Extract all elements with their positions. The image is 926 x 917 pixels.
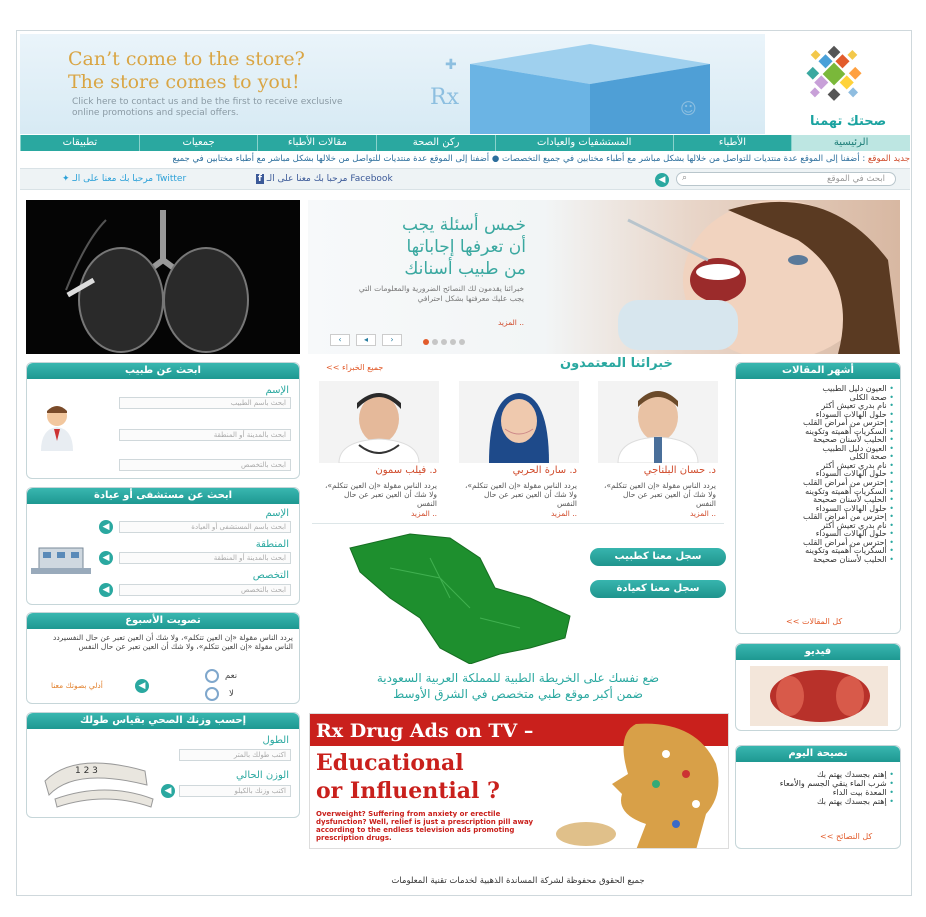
hospital-area-input[interactable]: ابحث بالمدينة أو المنطقة [119, 552, 291, 564]
bullet-icon: • [886, 384, 894, 393]
slider-next-button[interactable]: › [382, 334, 402, 346]
height-input[interactable]: اكتب طولك بالمتر [179, 749, 291, 761]
bullet-icon: • [886, 443, 894, 453]
news-ticker[interactable]: جديد الموقع : أضفنا إلى الموقع عدة منتديات للتواصل من خلالها بشكل مباشر مع أطباء مختابين في جميع التخصصات ● أضفنا إلى الموقع عدة منتديات للتواصل من خلالها بشكل مباشر مع أطباء مختابين في جميع [172, 154, 910, 164]
list-item-label: حلول الهالات السوداء [815, 469, 887, 479]
twitter-icon: ✦ [62, 174, 70, 184]
smoking-lungs-image[interactable] [26, 200, 300, 354]
video-title: فيديو [736, 644, 900, 660]
expert-name[interactable]: د. حسان البلناجي [643, 465, 716, 476]
nav-societies[interactable]: جمعيات [139, 135, 258, 151]
bullet-icon: • [886, 520, 894, 530]
list-item-label: إحترس من أمراض القلب [802, 537, 887, 547]
list-item[interactable] [744, 779, 894, 788]
list-item-label: إهتم بجسدك يهتم بك [816, 770, 887, 779]
bullet-icon: • [886, 469, 894, 479]
bullet-icon: • [886, 512, 894, 522]
expert-card[interactable] [319, 381, 439, 518]
video-box [735, 643, 901, 731]
hero-slider[interactable] [308, 200, 900, 354]
doctor-icon [37, 403, 77, 451]
svg-text:Rx: Rx [430, 85, 459, 110]
poll-submit-link[interactable]: أدلي بصوتك معنا [51, 681, 103, 690]
hospital-name-go-button[interactable]: ◀ [99, 520, 113, 534]
hero-more-link[interactable]: المزيد .. [497, 318, 524, 327]
bullet-icon: • [886, 495, 894, 505]
articles-list [744, 385, 894, 564]
hospital-area-go-button[interactable]: ◀ [99, 551, 113, 565]
height-label: الطول [262, 735, 289, 746]
nav-hospitals[interactable]: المستشفيات والعيادات [495, 135, 673, 151]
nav-apps[interactable]: تطبيقات [20, 135, 139, 151]
expert-card[interactable] [598, 381, 718, 518]
list-item-label: السكريات أهميته وتكوينه [805, 486, 887, 496]
svg-text:☺: ☺ [680, 99, 697, 118]
doctor-name-label: الإسم [265, 385, 289, 396]
hospital-specialty-go-button[interactable]: ◀ [99, 583, 113, 597]
doctor-name-input[interactable]: ابحث باسم الطبيب [119, 397, 291, 409]
nav-home[interactable]: الرئيسية [791, 135, 910, 151]
poll-yes-label: نعم [225, 671, 238, 681]
open-box-illustration [410, 34, 765, 134]
find-doctor-box [26, 362, 300, 479]
saudi-map[interactable] [330, 528, 580, 664]
nav-health-corner[interactable]: ركن الصحة [376, 135, 495, 151]
find-hospital-title: ابحث عن مستشفى أو عيادة [27, 488, 299, 504]
facebook-link[interactable]: f مرحبا بك معنا على الـ Facebook [258, 174, 393, 184]
expert-card[interactable] [459, 381, 579, 518]
bullet-icon: • [886, 779, 894, 788]
bullet-icon: • [886, 529, 894, 539]
list-item-label: المعدة بيت الداء [832, 788, 887, 797]
find-hospital-box [26, 487, 300, 605]
bullet-icon: • [886, 486, 894, 496]
measuring-tape-icon [35, 741, 159, 809]
bullet-icon: • [886, 426, 894, 436]
experts-title: خبرائنا المعتمدون [560, 356, 673, 371]
facebook-icon: f [258, 174, 262, 184]
list-item-label: إحترس من أمراض القلب [802, 512, 887, 522]
bmi-title: إحسب وزنك الصحي بقياس طولك [27, 713, 299, 729]
poll-no-radio[interactable] [205, 687, 219, 701]
expert-desc: يردد الناس مقولة «إن العين تتكلم»، ولا شك أن العين تعبر عن حال النفس [324, 481, 437, 508]
popular-articles-box [735, 362, 901, 634]
list-item-label: صحة الكلى [849, 392, 887, 402]
list-item-label: إهتم بجسدك يهتم بك [816, 797, 887, 806]
hospital-building-icon [31, 540, 91, 576]
list-item-label: الحليب لأسنان صحيحة [813, 495, 887, 505]
hospital-specialty-label: التخصص [252, 570, 289, 581]
ad-title-line2: Educational [316, 750, 464, 776]
divider [312, 523, 724, 524]
hospital-name-input[interactable]: ابحث باسم المستشفى أو العيادة [119, 521, 291, 533]
list-item-label: حلول الهالات السوداء [815, 503, 887, 513]
pills-head-image [546, 714, 729, 849]
list-item[interactable] [744, 788, 894, 797]
bmi-box [26, 712, 300, 818]
banner-subtext: Click here to contact us and be the first to receive exclusive online promotions and special offers. [72, 97, 343, 118]
hospital-area-label: المنطقة [255, 539, 289, 550]
list-item-label: إحترس من أمراض القلب [802, 478, 887, 488]
expert-photo [598, 381, 718, 463]
list-item[interactable] [744, 797, 894, 806]
bullet-icon: • [886, 418, 894, 428]
bullet-icon: • [886, 554, 894, 564]
nav-doctors[interactable]: الأطباء [673, 135, 792, 151]
list-item-label: السكريات أهميته وتكوينه [805, 426, 887, 436]
find-doctor-title: ابحث عن طبيب [27, 363, 299, 379]
footer-copyright: جميع الحقوق محفوظة لشركة المساندة الذهبية لخدمات تقنية المعلومات [391, 876, 645, 886]
bullet-icon: • [886, 537, 894, 547]
expert-photo [319, 381, 439, 463]
list-item-label: حلول الهالات السوداء [815, 529, 887, 539]
expert-desc: يردد الناس مقولة «إن العين تتكلم»، ولا شك أن العين تعبر عن حال النفس [464, 481, 577, 508]
hero-title: خمس أسئلة يجب أن تعرفها إجاباتها من طبيب أسنانك [401, 215, 526, 279]
promo-banner[interactable] [20, 34, 765, 134]
logo-mosaic-icon [778, 38, 890, 110]
slider-dots[interactable] [423, 339, 465, 345]
list-item-label: شرب الماء ينقي الجسم والأمعاء [779, 779, 887, 788]
expert-more[interactable]: المزيد .. [410, 509, 437, 518]
bullet-icon: • [886, 392, 894, 402]
all-experts-link[interactable]: جميع الخبراء >> [326, 363, 384, 372]
ad-title-line1: Rx Drug Ads on TV – [316, 720, 534, 742]
list-item-label: السكريات أهميته وتكوينه [805, 546, 887, 556]
banner-headline: Can’t come to the store? The store comes to you! [68, 48, 305, 93]
poll-yes-radio[interactable] [205, 669, 219, 683]
expert-more[interactable]: المزيد .. [550, 509, 577, 518]
list-item-label: العيون دليل الطبيب [822, 384, 887, 393]
hospital-name-label: الإسم [265, 508, 289, 519]
bmi-go-button[interactable]: ◀ [161, 784, 175, 798]
ad-body: Overweight? Suffering from anxiety or erectile dysfunction? Well, relief is just a prescription pill away according to the endless television ads promoting prescription drugs. [316, 810, 534, 842]
list-item-label: حلول الهالات السوداء [815, 409, 887, 419]
search-input[interactable]: ابحث في الموقع [676, 172, 896, 186]
hospital-specialty-input[interactable]: ابحث بالتخصص [119, 584, 291, 596]
bullet-icon: • [886, 788, 894, 797]
slider-play-button[interactable]: ◂ [356, 334, 376, 346]
list-item-label: نام بدري تعيش أكثر [821, 460, 887, 470]
list-item[interactable] [744, 556, 894, 565]
list-item-label: نام بدري تعيش أكثر [821, 520, 887, 530]
bullet-icon: • [886, 435, 894, 445]
search-icon[interactable]: ⌕ [682, 173, 688, 183]
bullet-icon: • [886, 503, 894, 513]
bullet-icon: • [886, 401, 894, 411]
expert-photo [459, 381, 579, 463]
register-clinic-button[interactable]: سجل معنا كعيادة [590, 580, 726, 598]
weekly-poll-box [26, 612, 300, 704]
poll-submit-button[interactable]: ◀ [135, 679, 149, 693]
list-item-label: الحليب لأسنان صحيحة [813, 435, 887, 445]
bullet-icon: • [886, 460, 894, 470]
expert-more[interactable]: المزيد .. [689, 509, 716, 518]
svg-text:✚: ✚ [445, 57, 457, 73]
bullet-icon: • [886, 452, 894, 462]
register-doctor-button[interactable]: سجل معنا كطبيب [590, 548, 726, 566]
lungs-illustration [26, 200, 300, 354]
weight-label: الوزن الحالي [235, 770, 289, 781]
expert-name[interactable]: د. سارة الحربي [512, 465, 577, 476]
ad-title-line3: or Influential ? [316, 778, 500, 804]
expert-desc: يردد الناس مقولة «إن العين تتكلم»، ولا شك أن العين تعبر عن حال النفس [603, 481, 716, 508]
search-go-button[interactable]: ◀ [655, 173, 669, 187]
anatomy-video-thumbnail[interactable] [750, 666, 888, 726]
drug-ads-article-banner[interactable] [309, 713, 729, 849]
all-tips-link[interactable]: كل النصائح >> [820, 832, 873, 841]
site-logo[interactable] [770, 34, 908, 134]
tip-of-day-box [735, 745, 901, 849]
list-item-label: إحترس من أمراض القلب [802, 418, 887, 428]
articles-title: أشهر المقالات [736, 363, 900, 379]
main-nav [20, 135, 910, 151]
dental-patient-image [608, 200, 900, 354]
twitter-link[interactable]: ✦ مرحبا بك معنا على الـ Twitter [62, 174, 187, 184]
weight-input[interactable]: اكتب وزنك بالكيلو [179, 785, 291, 797]
list-item-label: الحليب لأسنان صحيحة [813, 554, 887, 564]
list-item-label: صحة الكلى [849, 452, 887, 462]
bullet-icon: • [886, 478, 894, 488]
poll-title: تصويت الأسبوع [27, 613, 299, 629]
doctor-city-input[interactable]: ابحث بالمدينة أو المنطقة [119, 429, 291, 441]
svg-text:1 2 3: 1 2 3 [75, 766, 98, 776]
bullet-icon: • [886, 409, 894, 419]
tip-title: نصيحة اليوم [736, 746, 900, 762]
slider-prev-button[interactable]: ‹ [330, 334, 350, 346]
logo-text: صحتك تهمنا [810, 114, 887, 129]
list-item-label: العيون دليل الطبيب [822, 443, 887, 453]
list-item[interactable] [744, 770, 894, 779]
poll-no-label: لا [229, 689, 234, 699]
all-articles-link[interactable]: كل المقالات >> [786, 617, 843, 626]
nav-doctor-articles[interactable]: مقالات الأطباء [257, 135, 376, 151]
hero-description: خبرائنا يقدمون لك النصائح الضرورية والمعلومات التي يجب عليك معرفتها بشكل احترافي [358, 284, 524, 303]
bullet-icon: • [886, 797, 894, 806]
tips-list [744, 770, 894, 806]
list-item-label: نام بدري تعيش أكثر [821, 401, 887, 411]
bullet-icon: • [886, 546, 894, 556]
expert-name[interactable]: د. فيلب سمون [375, 465, 437, 476]
poll-question: يردد الناس مقولة «إن العين تتكلم»، ولا شك أن العين تعبر عن حال النفسيردد الناس مقولة «إن العين تتكلم»، ولا شك أن العين تعبر عن حال النفس [53, 633, 293, 651]
map-caption: ضع نفسك على الخريطة الطبية للمملكة العربية السعودية ضمن أكبر موقع طبي متخصص في الشرق الأوسط [376, 671, 660, 701]
doctor-specialty-input[interactable]: ابحث بالتخصص [119, 459, 291, 471]
bullet-icon: • [886, 770, 894, 779]
